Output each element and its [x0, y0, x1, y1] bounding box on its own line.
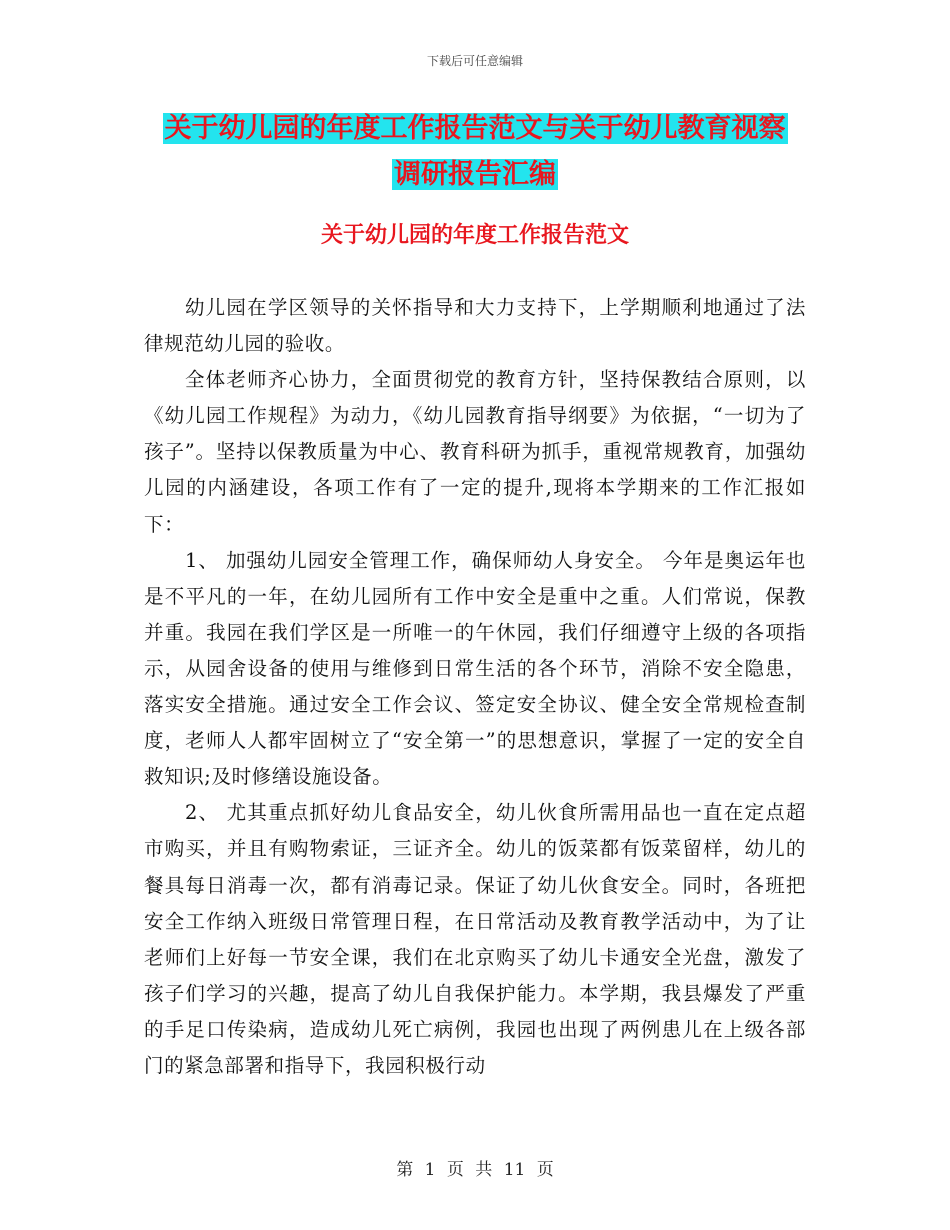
document-title-line-1: [0, 106, 950, 152]
document-title: [0, 106, 950, 198]
title-highlight: 调研报告汇编: [394, 159, 556, 190]
title-highlight: 关于幼儿园的年度工作报告范文与关于幼儿教育视察: [164, 113, 786, 144]
document-title-line-2: [0, 152, 950, 198]
paragraph: 1、 加强幼儿园安全管理工作，确保师幼人身安全。 今年是奥运年也是不平凡的一年，在幼儿园所有工作中安全是重中之重。人们常说，保教并重。我园在我们学区是一所唯一的午休园，我们仔细遵守上级的各项指示，从园舍设备的使用与维修到日常生活的各个环节，消除不安全隐患，落实安全措施。通过安全工作会议、签定安全协议、健全安全常规检查制度，老师人人都牢固树立了“安全第一”的思想意识，掌握了一定的安全自救知识;及时修缮设施设备。: [144, 548, 806, 789]
section-title: 关于幼儿园的年度工作报告范文: [320, 222, 629, 248]
document-body: [144, 290, 806, 1084]
page-header-note: 下载后可任意编辑: [426, 54, 523, 68]
paragraph: 全体老师齐心协力，全面贯彻党的教育方针，坚持保教结合原则，以《幼儿园工作规程》为动力，《幼儿园教育指导纲要》为依据，“一切为了孩子”。坚持以保教质量为中心、教育科研为抓手，重视常规教育，加强幼儿园的内涵建设，各项工作有了一定的提升,现将本学期来的工作汇报如下：: [144, 368, 806, 536]
paragraph: 2、 尤其重点抓好幼儿食品安全，幼儿伙食所需用品也一直在定点超市购买，并且有购物索证，三证齐全。幼儿的饭菜都有饭菜留样，幼儿的餐具每日消毒一次，都有消毒记录。保证了幼儿伙食安全。同时，各班把安全工作纳入班级日常管理日程，在日常活动及教育教学活动中，为了让老师们上好每一节安全课，我们在北京购买了幼儿卡通安全光盘，激发了孩子们学习的兴趣，提高了幼儿自我保护能力。本学期，我县爆发了严重的手足口传染病，造成幼儿死亡病例，我园也出现了两例患儿在上级各部门的紧急部署和指导下，我园积极行动: [144, 801, 806, 1077]
page-footer: 第 1 页 共 11 页: [396, 1160, 554, 1180]
paragraph: 幼儿园在学区领导的关怀指导和大力支持下，上学期顺利地通过了法律规范幼儿园的验收。: [144, 296, 806, 356]
